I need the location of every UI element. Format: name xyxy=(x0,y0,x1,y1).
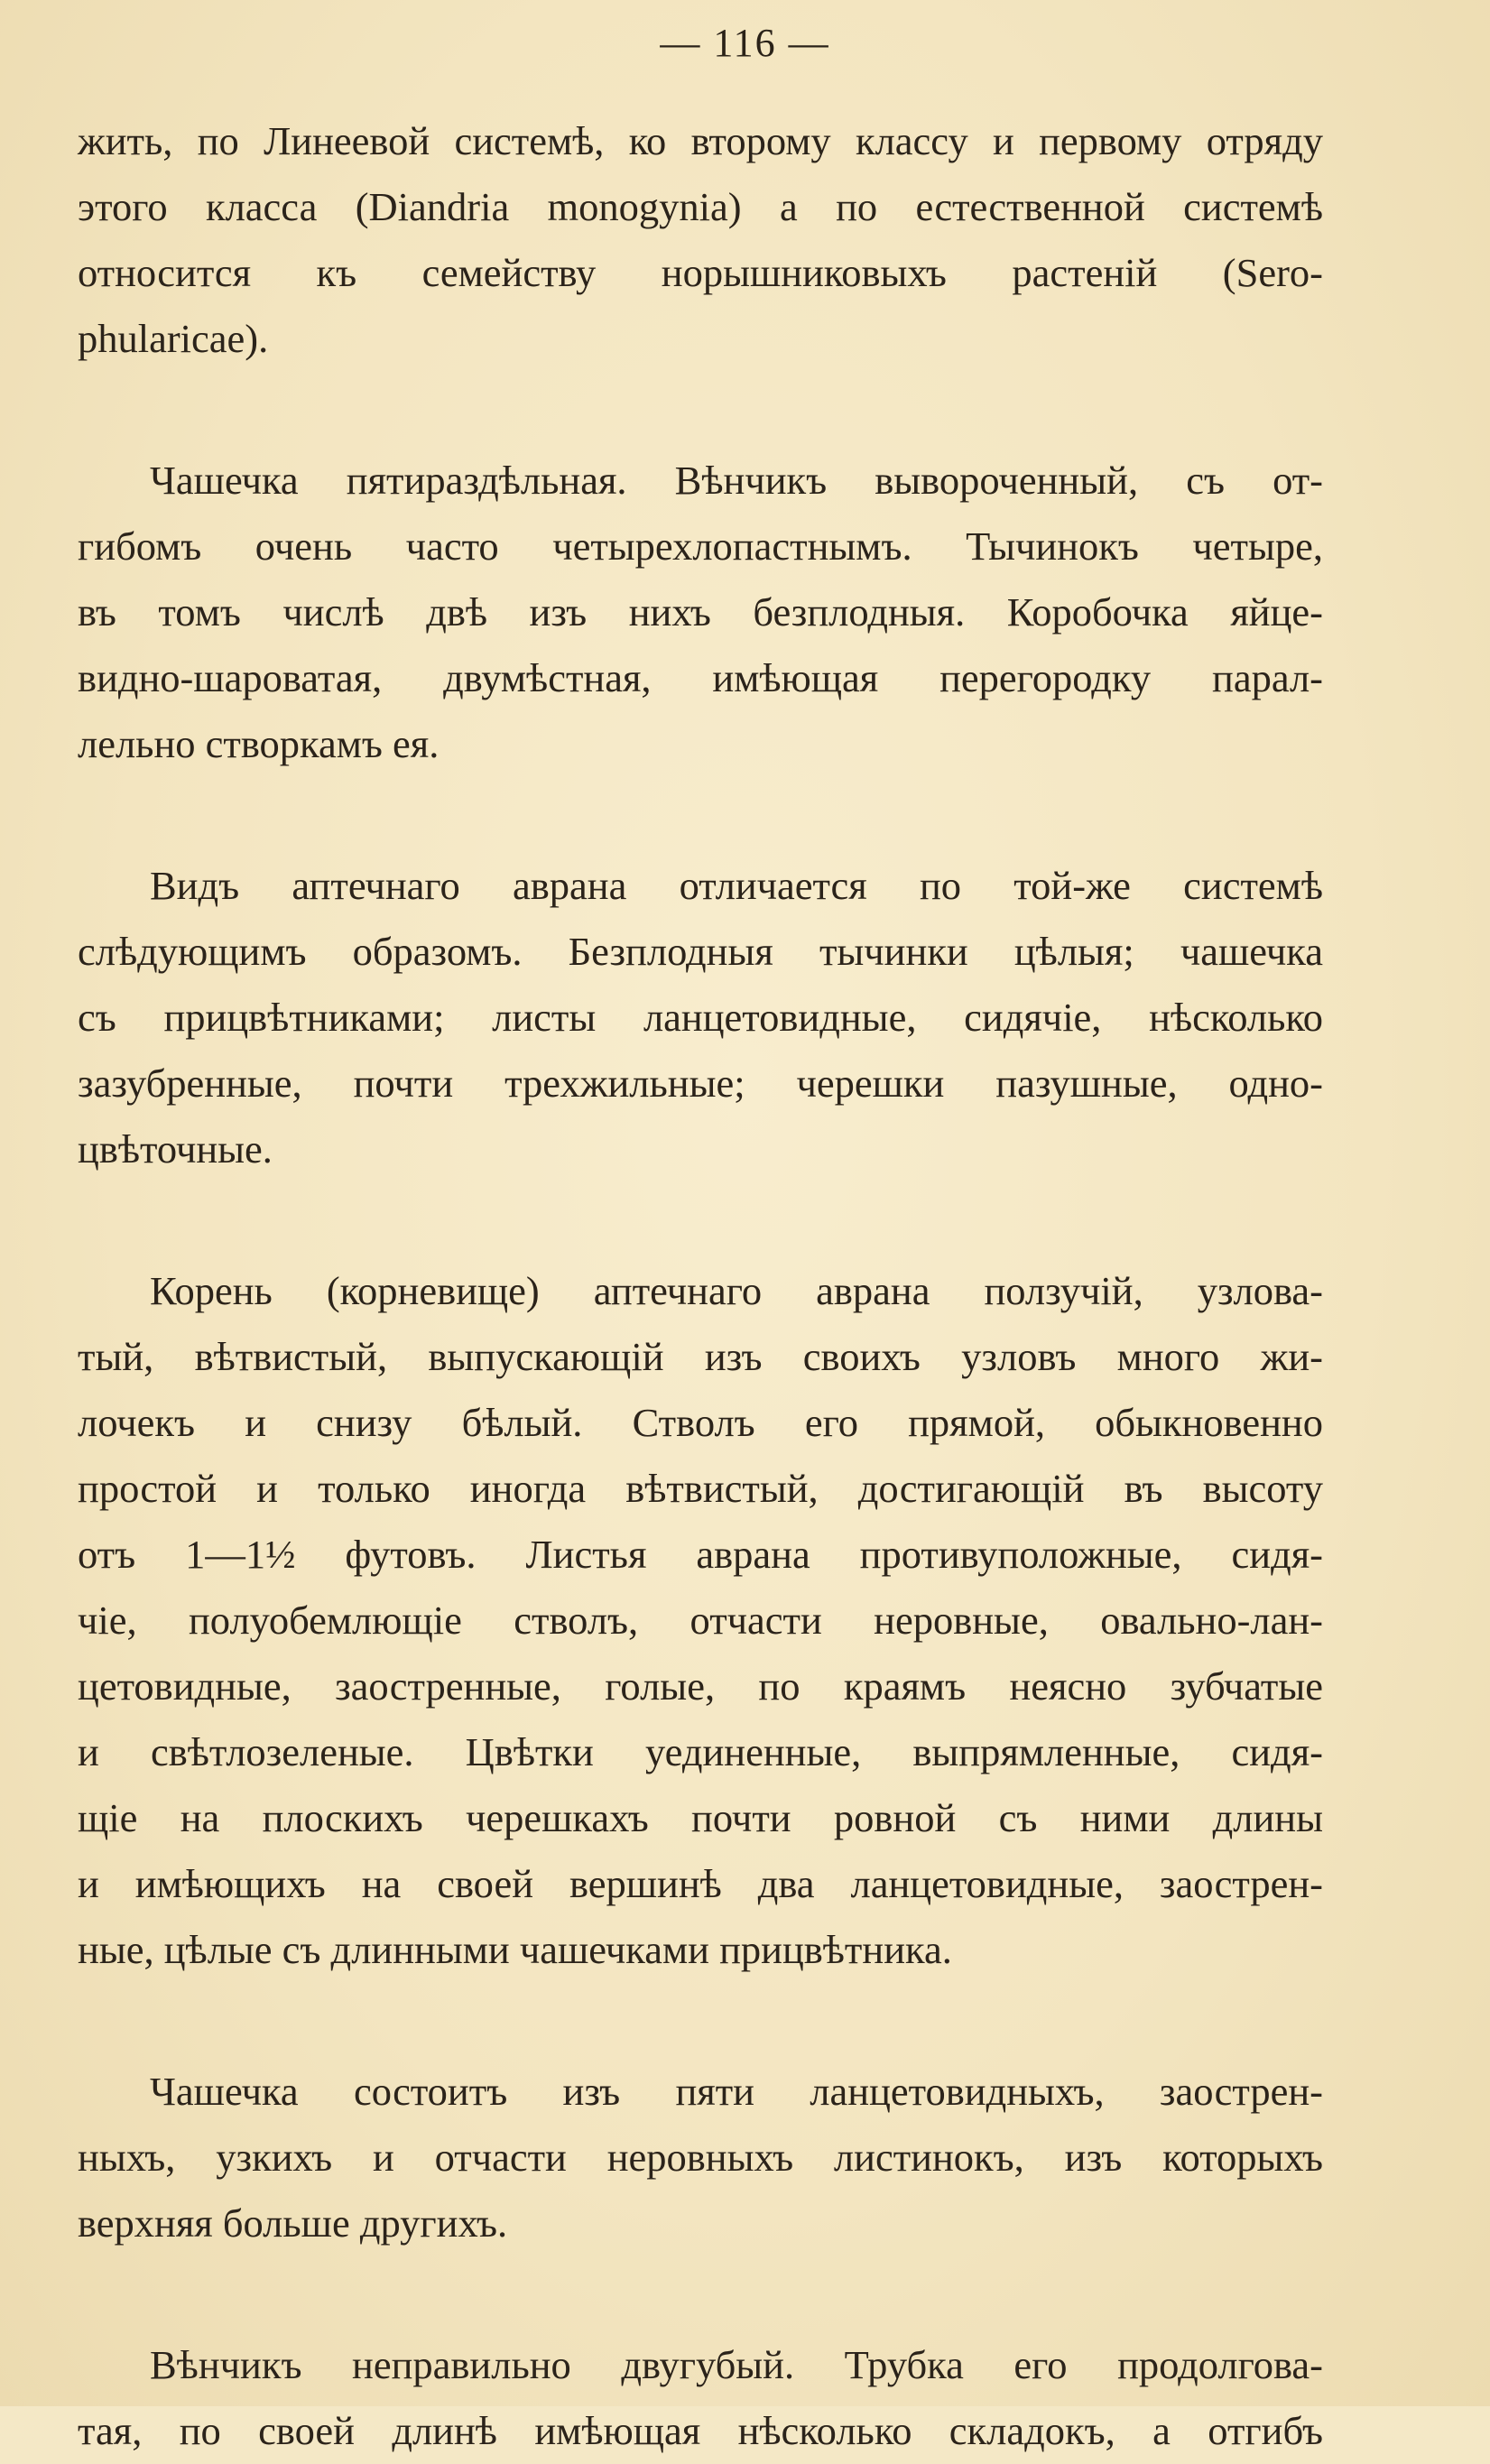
text-line: этого класса (Diandria monogynia) а по естественной системѣ xyxy=(78,184,1323,229)
text-line: слѣдующимъ образомъ. Безплодныя тычинки цѣлыя; чашечка xyxy=(78,929,1323,974)
text-line: Видъ аптечнаго аврана отличается по той-же системѣ xyxy=(150,863,1323,908)
text-line: ныхъ, узкихъ и отчасти неровныхъ листинокъ, изъ которыхъ xyxy=(78,2135,1323,2180)
text-column xyxy=(78,108,1323,2464)
text-line: относится къ семейству норышниковыхъ растеній (Sero- xyxy=(78,250,1323,295)
text-line: верхняя больше другихъ. xyxy=(78,2200,508,2246)
text-line: цетовидные, заостренные, голые, по краямъ неясно зубчатые xyxy=(78,1663,1323,1709)
paragraph xyxy=(78,108,1323,372)
text-line: лочекъ и снизу бѣлый. Стволъ его прямой, обыкновенно xyxy=(78,1400,1323,1445)
text-line: Корень (корневище) аптечнаго аврана ползучій, узлова- xyxy=(150,1268,1323,1313)
text-line: тая, по своей длинѣ имѣющая нѣсколько складокъ, а отгибъ xyxy=(78,2408,1323,2453)
text-line: жить, по Линеевой системѣ, ко второму классу и первому отряду xyxy=(78,118,1323,163)
text-line: Чашечка пятираздѣльная. Вѣнчикъ вывороченный, съ от- xyxy=(150,458,1323,503)
text-line: лельно створкамъ ея. xyxy=(78,721,440,766)
text-line: простой и только иногда вѣтвистый, достигающій въ высоту xyxy=(78,1466,1323,1511)
text-line: видно-шароватая, двумѣстная, имѣющая перегородку парал- xyxy=(78,655,1323,700)
text-line: чіе, полуобемлющіе стволъ, отчасти неровные, овально-лан- xyxy=(78,1598,1323,1643)
text-line: отъ 1—1½ футовъ. Листья аврана противуположные, сидя- xyxy=(78,1532,1323,1577)
paragraph xyxy=(78,2332,1323,2464)
text-line: гибомъ очень часто четырехлопастнымъ. Тычинокъ четыре, xyxy=(78,523,1323,569)
paragraph xyxy=(78,448,1323,777)
text-line: тый, вѣтвистый, выпускающій изъ своихъ узловъ много жи- xyxy=(78,1334,1323,1379)
text-line: Чашечка состоитъ изъ пяти ланцетовидныхъ, заострен- xyxy=(150,2069,1323,2114)
paragraph xyxy=(78,853,1323,1182)
paragraph xyxy=(78,2059,1323,2256)
paragraph xyxy=(78,1258,1323,1983)
text-line: цвѣточные. xyxy=(78,1126,273,1172)
text-line: phularicae). xyxy=(78,316,269,361)
page-number: — 116 — xyxy=(660,21,830,65)
text-line: Вѣнчикъ неправильно двугубый. Трубка его продолгова- xyxy=(150,2342,1323,2387)
text-line: и свѣтлозеленые. Цвѣтки уединенные, выпрямленные, сидя- xyxy=(78,1729,1323,1774)
text-line: щіе на плоскихъ черешкахъ почти ровной съ ними длины xyxy=(78,1795,1323,1840)
text-line: и имѣющихъ на своей вершинѣ два ланцетовидные, заострен- xyxy=(78,1861,1323,1906)
text-line: зазубренные, почти трехжильные; черешки пазушные, одно- xyxy=(78,1061,1323,1106)
text-line: ные, цѣлые съ длинными чашечками прицвѣтника. xyxy=(78,1927,952,1972)
text-line: въ томъ числѣ двѣ изъ нихъ безплодныя. Коробочка яйце- xyxy=(78,589,1323,635)
text-line: съ прицвѣтниками; листы ланцетовидные, сидячіе, нѣсколько xyxy=(78,995,1323,1040)
